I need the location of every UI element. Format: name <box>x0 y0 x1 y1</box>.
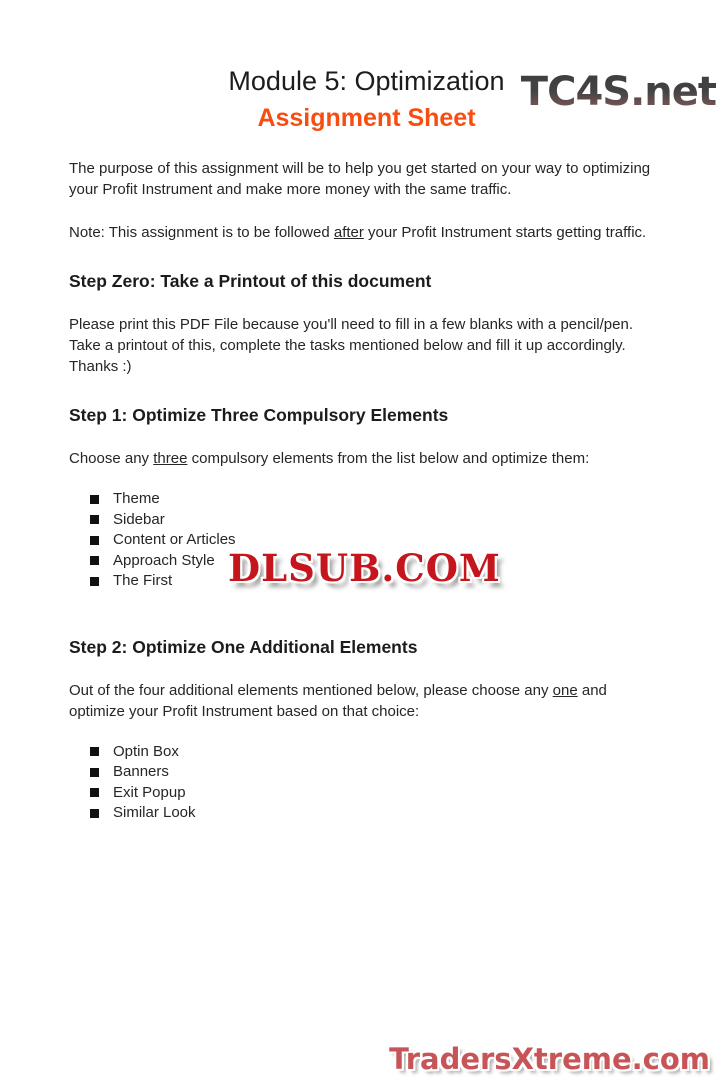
list-item-label: Similar Look <box>113 804 196 821</box>
tradersxtreme-logo: TradersXtreme.com <box>389 1042 710 1076</box>
square-bullet-icon <box>90 788 99 797</box>
square-bullet-icon <box>90 536 99 545</box>
step-two-intro <box>69 680 664 722</box>
square-bullet-icon <box>90 556 99 565</box>
list-item-sidebar <box>90 510 664 531</box>
list-item-theme <box>90 489 664 510</box>
step-two-intro-prefix: Out of the four additional elements mentioned below, please choose any <box>69 681 553 699</box>
step-two-intro-suffix: and optimize your Profit Instrument based on that choice: <box>69 681 607 720</box>
step-zero-body: Please print this PDF File because you'll need to fill in a few blanks with a pencil/pen. Take a printout of this, complete the tasks mentioned below and fill it up accordingly. Thanks :) <box>69 316 633 375</box>
step-two-heading: Step 2: Optimize One Additional Elements <box>69 636 418 657</box>
list-item-exit-popup <box>90 783 664 804</box>
note-prefix: Note: This assignment is to be followed <box>69 224 334 241</box>
additional-elements-list <box>69 742 664 824</box>
step-two-underlined-word: one <box>552 681 578 699</box>
step-one-heading: Step 1: Optimize Three Compulsory Elements <box>69 405 449 425</box>
list-item-similar-look <box>90 803 664 824</box>
tc4s-logo: TC4S.net <box>520 69 716 115</box>
list-item-label: Approach Style <box>113 551 215 569</box>
list-item-label: Sidebar <box>113 510 165 528</box>
square-bullet-icon <box>90 747 99 756</box>
page-subtitle: Assignment Sheet <box>257 104 476 132</box>
list-item-label: Exit Popup <box>113 783 186 801</box>
step-one-intro <box>69 448 664 469</box>
list-item-banners <box>90 762 664 783</box>
square-bullet-icon <box>90 577 99 586</box>
intro-paragraph: The purpose of this assignment will be to help you get started on your way to optimizing your Profit Instrument and make more money with the same traffic. <box>69 160 651 198</box>
list-item-optin-box <box>90 742 664 763</box>
list-item-label: Theme <box>113 490 160 507</box>
dlsub-watermark: DLSUB.COM <box>228 546 501 590</box>
list-item-label: Content or Articles <box>113 531 236 548</box>
note-suffix: your Profit Instrument starts getting traffic. <box>363 224 647 241</box>
square-bullet-icon <box>90 495 99 504</box>
document-page <box>0 64 724 1088</box>
square-bullet-icon <box>90 809 99 818</box>
page-title: Module 5: Optimization <box>228 66 505 96</box>
step-zero-heading: Step Zero: Take a Printout of this document <box>69 271 432 291</box>
note-paragraph <box>69 222 664 243</box>
step-one-intro-prefix: Choose any <box>69 450 154 467</box>
list-item-label: Banners <box>113 763 169 780</box>
list-item-label: The First <box>113 572 173 589</box>
list-item-label: Optin Box <box>113 742 179 760</box>
note-underlined-word: after <box>333 224 364 241</box>
document-content <box>0 64 724 824</box>
square-bullet-icon <box>90 515 99 524</box>
step-one-underlined-word: three <box>153 450 188 467</box>
step-one-intro-suffix: compulsory elements from the list below and optimize them: <box>187 450 590 467</box>
square-bullet-icon <box>90 768 99 777</box>
